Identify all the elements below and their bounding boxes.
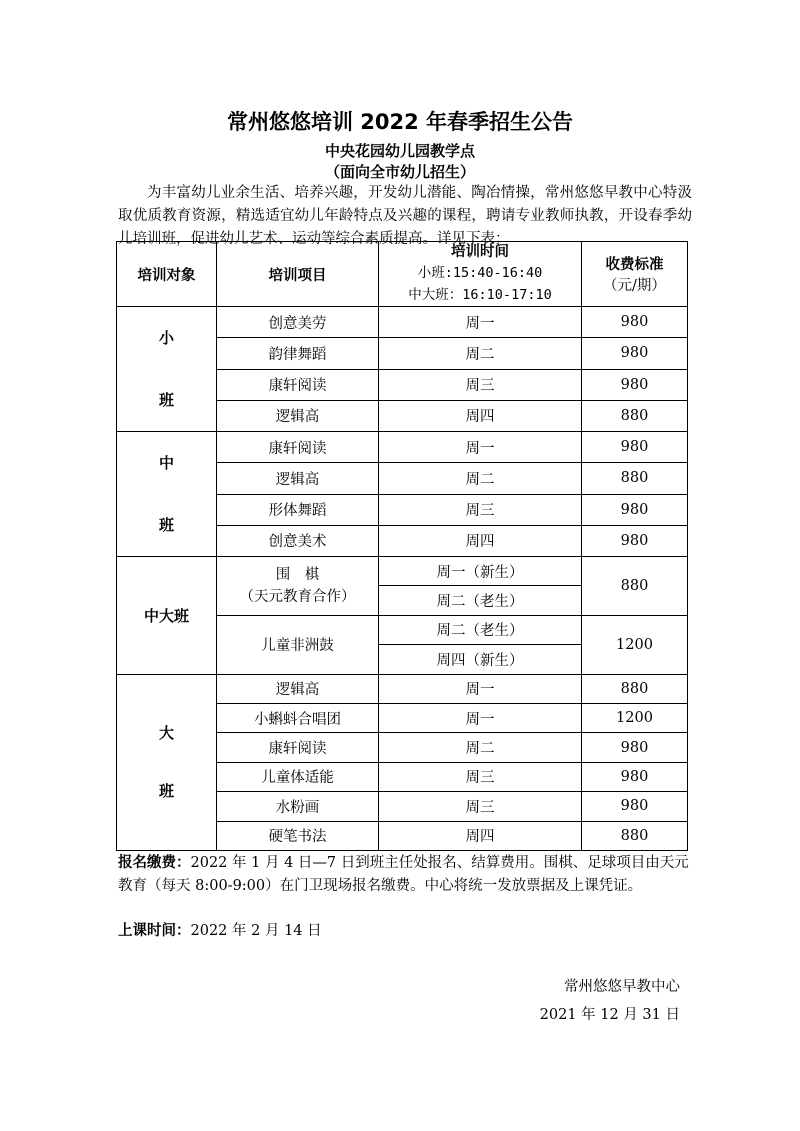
cell-fee: 980: [582, 307, 688, 338]
cell-fee: 880: [582, 463, 688, 494]
group-small: [117, 307, 217, 432]
signature-date: 2021 年 12 月 31 日: [539, 1007, 680, 1023]
registration-text: 2022 年 1 月 4 日—7 日到班主任处报名、结算费用。围棋、足球项目由天元教育（每天 8:00-9:00）在门卫现场报名缴费。中心将统一发放票据及上课凭证。: [118, 855, 689, 894]
page-title: 常州悠悠培训 2022 年春季招生公告: [226, 110, 574, 134]
cell-item: 儿童体适能: [217, 762, 379, 791]
cell-fee: 980: [582, 762, 688, 791]
group-middle-char-1: 中: [158, 454, 174, 472]
header-fee: [582, 242, 688, 307]
schedule-table: [116, 241, 688, 851]
signature-org: 常州悠悠早教中心: [564, 979, 680, 995]
group-large-char-2: 班: [158, 782, 174, 801]
subtitle-scope: （面向全市幼儿招生）: [324, 163, 475, 181]
table-row: [117, 557, 688, 586]
cell-time: 周四: [379, 400, 582, 431]
subtitle-location: 中央花园幼儿园教学点: [324, 142, 475, 160]
cell-item: 逻辑高: [217, 674, 379, 703]
group-large-char-1: 大: [158, 724, 174, 743]
cell-time: 周三: [379, 494, 582, 525]
cell-time: 周一: [379, 674, 582, 703]
class-start-text: 2022 年 2 月 14 日: [190, 923, 322, 939]
header-item: 培训项目: [217, 242, 379, 307]
cell-item: 水粉画: [217, 792, 379, 821]
cell-time: 周二: [379, 463, 582, 494]
cell-fee: 980: [582, 432, 688, 463]
cell-time: 周四（新生）: [379, 645, 582, 674]
cell-time: 周一: [379, 432, 582, 463]
header-target: 培训对象: [117, 242, 217, 307]
cell-item: 康轩阅读: [217, 432, 379, 463]
cell-fee: 880: [582, 674, 688, 703]
group-middle: [117, 432, 217, 557]
header-time: [379, 242, 582, 307]
weiqi-partner: （天元教育合作）: [239, 588, 356, 605]
cell-item: 创意美术: [217, 525, 379, 556]
cell-fee: 1200: [582, 703, 688, 732]
cell-fee: 980: [582, 525, 688, 556]
header-time-small: 小班:15:40-16:40: [417, 264, 543, 281]
cell-time: 周四: [379, 821, 582, 850]
cell-time: 周三: [379, 792, 582, 821]
table-row: [117, 674, 688, 703]
cell-fee: 980: [582, 494, 688, 525]
cell-time: 周二（老生）: [379, 615, 582, 644]
cell-fee: 980: [582, 792, 688, 821]
cell-time: 周三: [379, 762, 582, 791]
cell-item: 韵律舞蹈: [217, 338, 379, 369]
cell-item: 硬笔书法: [217, 821, 379, 850]
cell-item: 逻辑高: [217, 463, 379, 494]
cell-time: 周三: [379, 369, 582, 400]
intro-paragraph: 为丰富幼儿业余生活、培养兴趣，开发幼儿潜能、陶冶情操，常州悠悠早教中心特汲取优质教育资源，精选适宜幼儿年龄特点及兴趣的课程，聘请专业教师执教，开设春季幼儿培训班，促进幼儿艺术、运动等综合素质提高。详见下表：: [118, 185, 692, 247]
header-time-mid: 中大班：16:10-17:10: [408, 286, 552, 303]
cell-time: 周一（新生）: [379, 557, 582, 586]
group-midlarge: 中大班: [117, 557, 217, 675]
header-time-label: 培训时间: [451, 243, 509, 260]
cell-time: 周四: [379, 525, 582, 556]
cell-item: 小蝌蚪合唱团: [217, 703, 379, 732]
cell-item: 康轩阅读: [217, 369, 379, 400]
cell-fee: 880: [582, 400, 688, 431]
cell-fee: 880: [582, 821, 688, 850]
table-row: [117, 432, 688, 463]
header-fee-label: 收费标准: [605, 257, 664, 273]
class-start-note: [118, 920, 692, 943]
cell-time: 周二: [379, 338, 582, 369]
cell-fee: 880: [582, 557, 688, 616]
group-small-char-1: 小: [158, 329, 174, 347]
registration-note: [118, 852, 692, 898]
group-middle-char-2: 班: [158, 516, 174, 534]
table-header-row: [117, 242, 688, 307]
class-start-label: 上课时间：: [118, 923, 191, 939]
cell-fee: 980: [582, 369, 688, 400]
weiqi-name: 围 棋: [275, 566, 320, 583]
cell-item: 创意美劳: [217, 307, 379, 338]
cell-item: 康轩阅读: [217, 733, 379, 762]
registration-label: 报名缴费：: [118, 855, 191, 871]
cell-item-weiqi: [217, 557, 379, 616]
cell-fee: 1200: [582, 615, 688, 674]
cell-fee: 980: [582, 338, 688, 369]
cell-fee: 980: [582, 733, 688, 762]
group-large: [117, 674, 217, 850]
cell-time: 周一: [379, 307, 582, 338]
cell-time: 周一: [379, 703, 582, 732]
group-small-char-2: 班: [158, 391, 174, 409]
cell-time: 周二: [379, 733, 582, 762]
cell-item: 形体舞蹈: [217, 494, 379, 525]
cell-item-drum: 儿童非洲鼓: [217, 615, 379, 674]
table-row: [117, 307, 688, 338]
cell-item: 逻辑高: [217, 400, 379, 431]
header-fee-unit: （元/期）: [603, 278, 666, 294]
cell-time: 周二（老生）: [379, 586, 582, 615]
